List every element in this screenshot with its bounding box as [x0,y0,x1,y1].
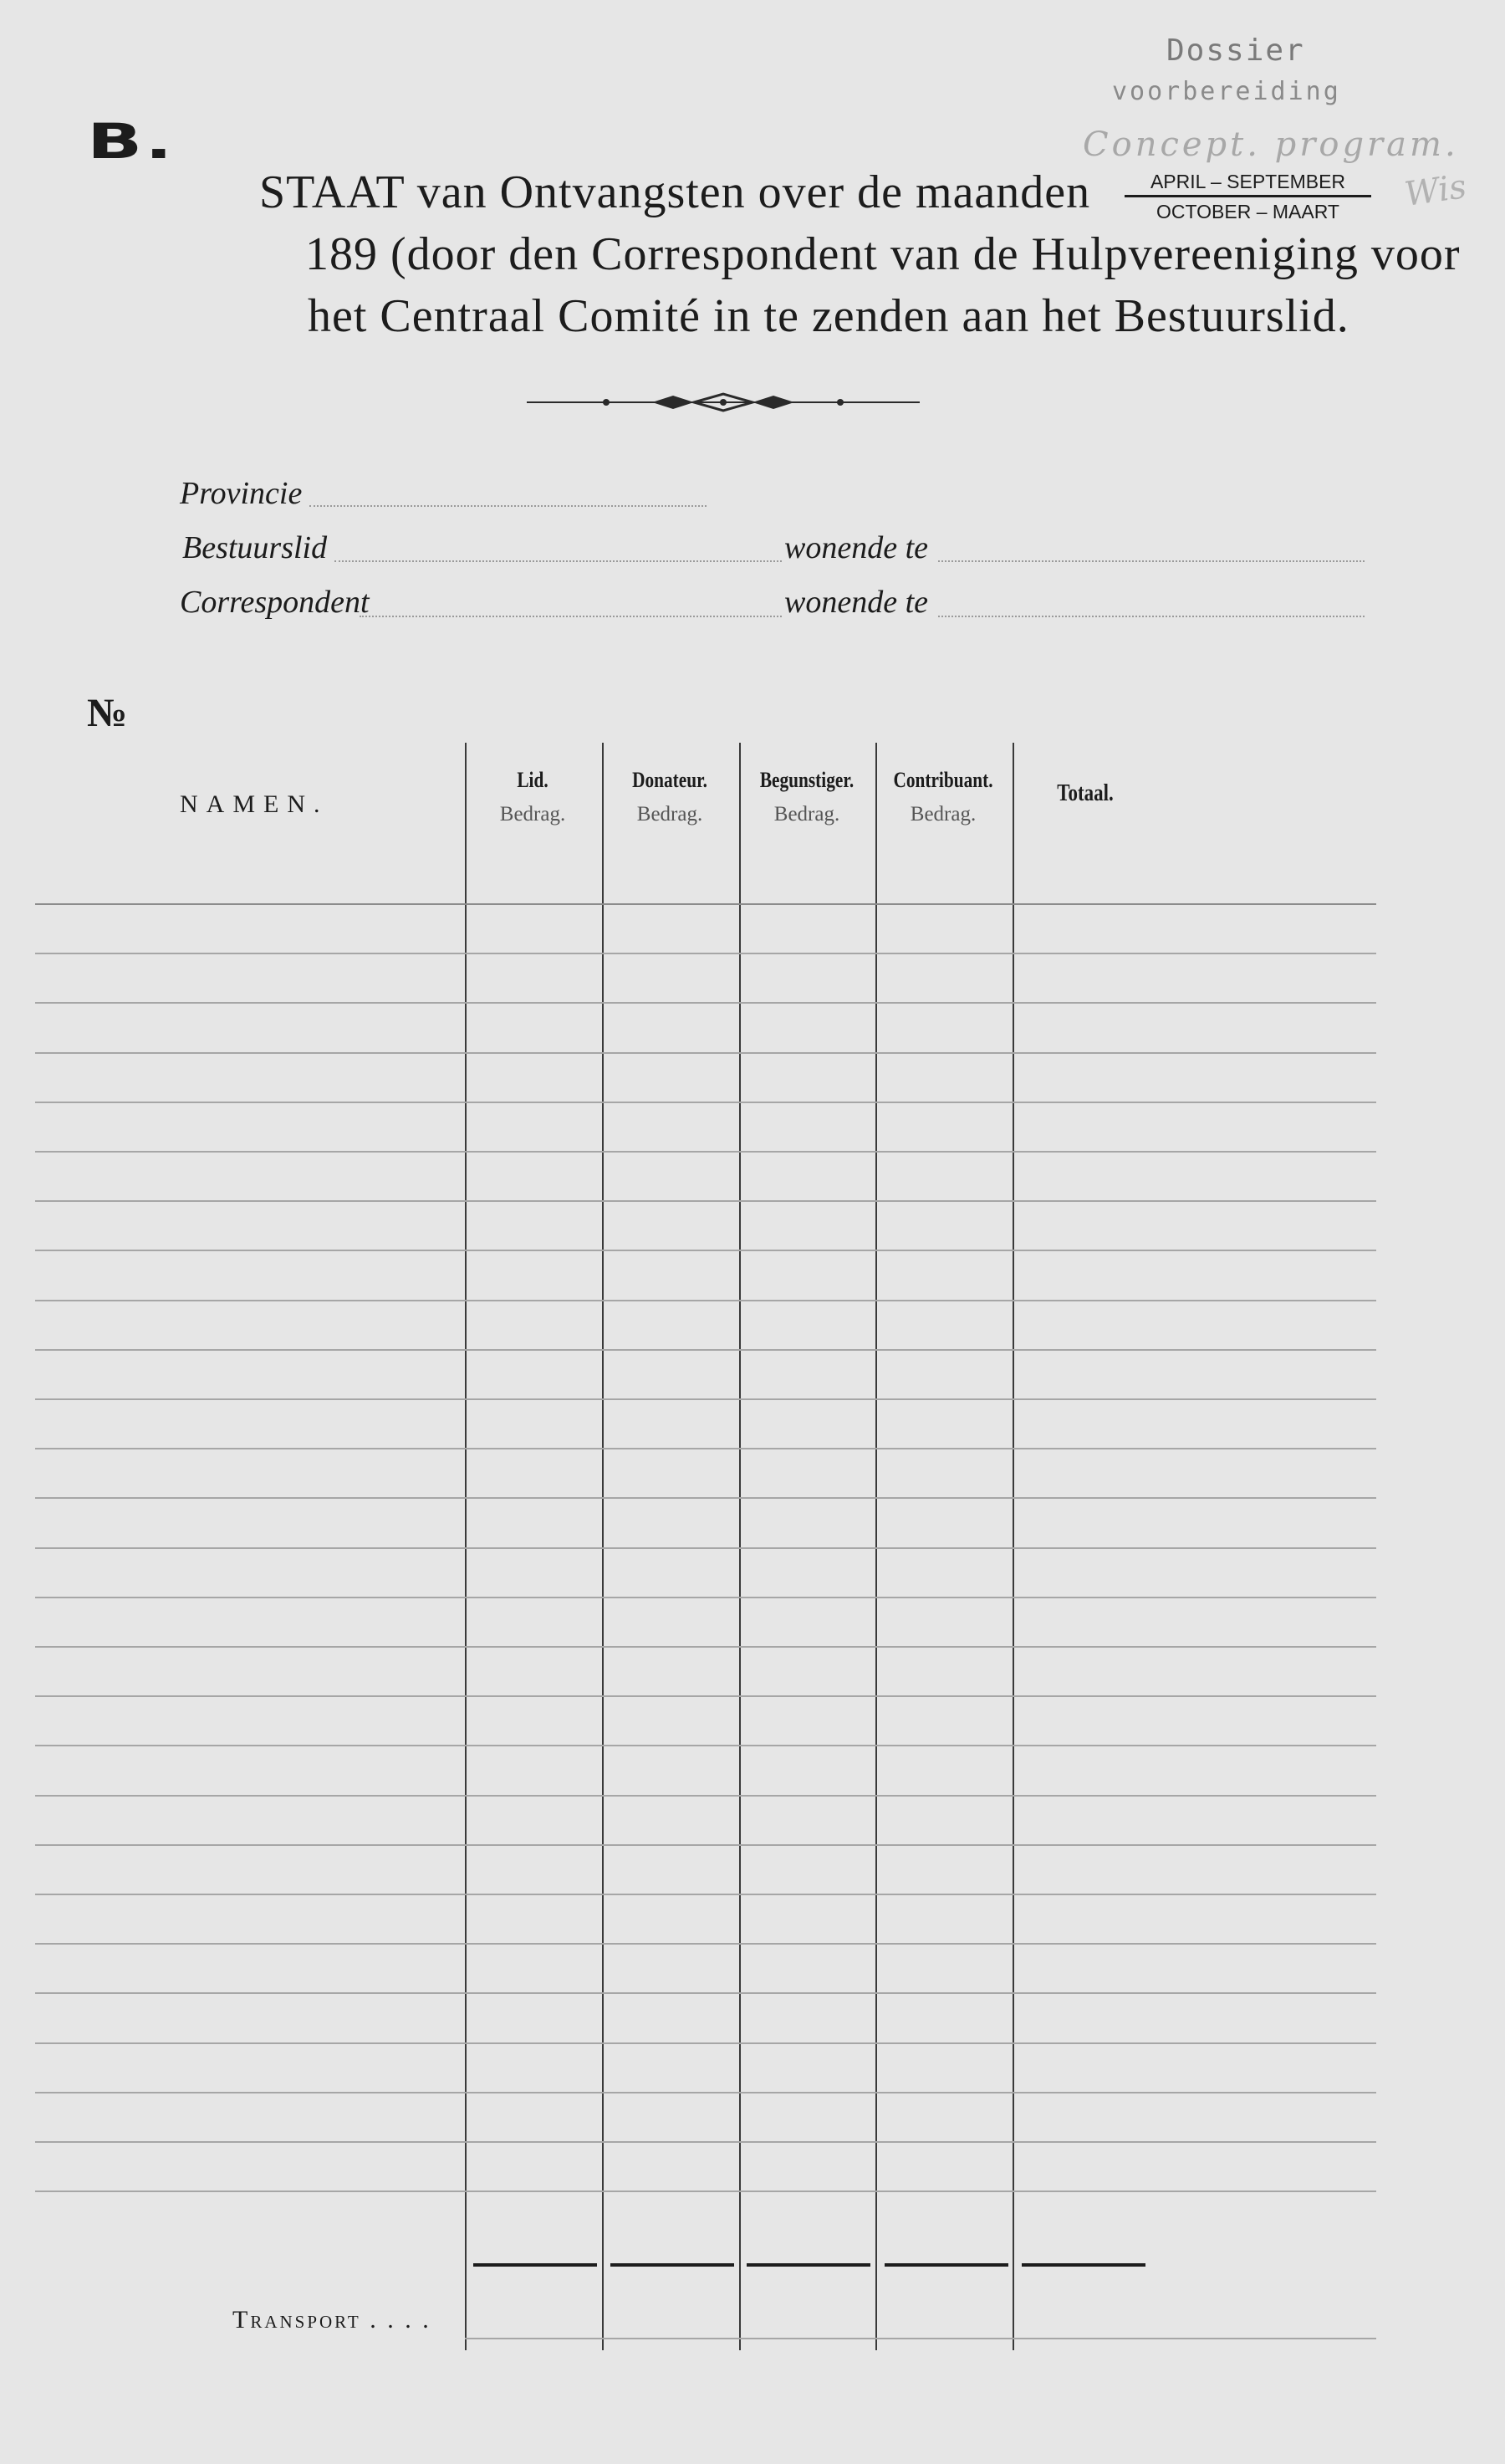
table-row-rule[interactable] [35,1200,1376,1202]
stamp-handwritten-initials: Wis [1402,167,1469,214]
table-row-rule[interactable] [35,1102,1376,1103]
bestuurslid-line[interactable] [334,560,782,562]
stamp-handwritten-note: Concept. program. [1083,125,1459,164]
table-row-rule[interactable] [35,1398,1376,1400]
title-line-3: het Centraal Comité in te zenden aan het Bestuurslid. [308,290,1349,342]
form-letter: B. [87,113,176,170]
table-row-rule[interactable] [35,1745,1376,1746]
table-row-rule[interactable] [35,2042,1376,2044]
table-row-rule[interactable] [35,1300,1376,1301]
header-namen: NAMEN. [180,790,329,818]
table-row-rule[interactable] [35,953,1376,954]
ornament-divider [527,391,920,413]
bestuurslid-label: Bestuurslid [182,530,328,565]
header-begunstiger-title: Begunstiger. [759,768,855,792]
header-donateur-title: Donateur. [632,768,707,792]
table-row-rule[interactable] [35,1795,1376,1797]
begunstiger-total-rule [747,2263,870,2267]
table-row-rule[interactable] [35,1349,1376,1351]
months-bottom: OCTOBER – MAART [1156,201,1339,222]
header-contribuant-title: Contribuant. [893,768,993,792]
header-lid [465,768,600,826]
provincie-label: Provincie [180,476,303,511]
table-row-rule[interactable] [35,1497,1376,1499]
column-divider [1013,743,1014,2350]
months-top: APRIL – SEPTEMBER [1125,171,1371,197]
bestuurslid-wonende-line[interactable] [938,560,1365,562]
totaal-total-rule [1022,2263,1145,2267]
bestuurslid-wonende-label: wonende te [784,530,929,565]
column-divider [602,743,604,2350]
table-row-rule[interactable] [35,1002,1376,1004]
table-row-rule[interactable] [35,2191,1376,2192]
table-row-rule[interactable] [35,1547,1376,1549]
stamp-dossier: Dossier [1166,33,1305,68]
column-divider [465,743,467,2350]
transport-label: Transport . . . . [232,2306,431,2334]
header-begunstiger [739,768,875,826]
column-divider [875,743,877,2350]
table-row-rule[interactable] [35,1844,1376,1846]
table-row-rule[interactable] [35,1597,1376,1598]
number-mark: № [87,691,128,735]
transport-row-rule[interactable] [465,2338,1376,2339]
title-line-2: 189 (door den Correspondent van de Hulpvereeniging voor [305,228,1461,280]
table-row-rule[interactable] [35,2092,1376,2093]
table-row-rule[interactable] [35,1943,1376,1945]
contribuant-total-rule [885,2263,1008,2267]
table-row-rule[interactable] [35,903,1376,905]
header-donateur [602,768,737,826]
header-contribuant-sub: Bedrag. [910,803,977,826]
table-row-rule[interactable] [35,1695,1376,1697]
table-row-rule[interactable] [35,1151,1376,1153]
header-totaal: Totaal. [1057,780,1114,806]
table-row-rule[interactable] [35,1646,1376,1648]
months-choice [1125,171,1371,223]
header-begunstiger-sub: Bedrag. [773,803,840,826]
header-lid-title: Lid. [517,768,548,792]
donateur-total-rule [610,2263,734,2267]
correspondent-wonende-label: wonende te [784,585,929,620]
table-row-rule[interactable] [35,1992,1376,1994]
lid-total-rule [473,2263,597,2267]
correspondent-wonende-line[interactable] [938,616,1365,617]
stamp-voorbereiding: voorbereiding [1112,77,1341,106]
header-lid-sub: Bedrag. [499,803,566,826]
header-contribuant [875,768,1011,826]
table-row-rule[interactable] [35,2141,1376,2143]
column-divider [739,743,741,2350]
table-row-rule[interactable] [35,1250,1376,1251]
table-row-rule[interactable] [35,1052,1376,1054]
correspondent-label: Correspondent [180,585,370,620]
header-donateur-sub: Bedrag. [636,803,703,826]
title-line-1: STAAT van Ontvangsten over de maanden [259,166,1091,218]
table-row-rule[interactable] [35,1448,1376,1449]
table-row-rule[interactable] [35,1894,1376,1895]
provincie-line[interactable] [309,505,707,507]
correspondent-line[interactable] [360,616,782,617]
